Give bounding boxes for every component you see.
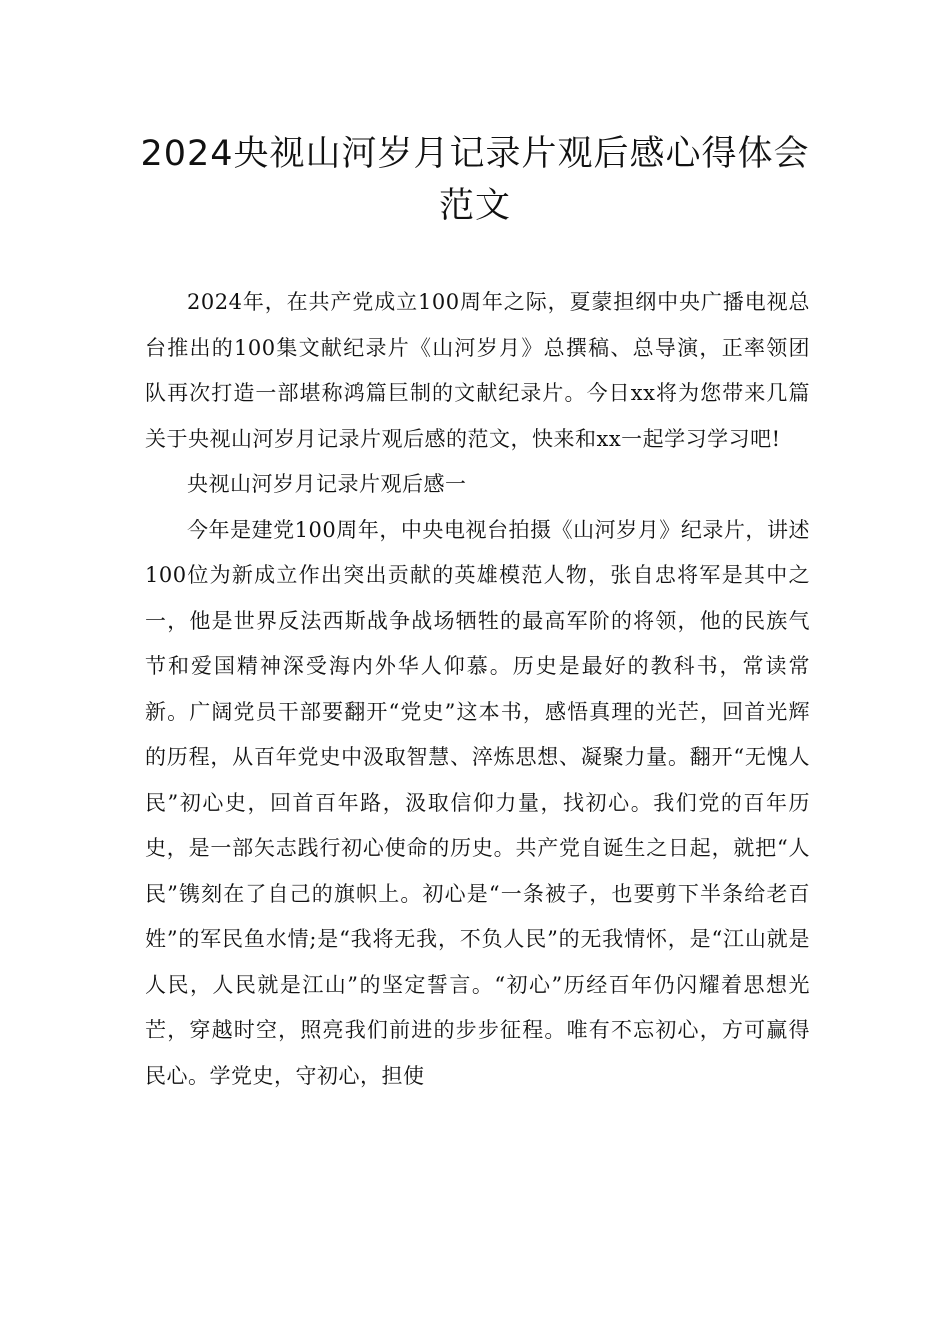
section-heading: 央视山河岁月记录片观后感一: [187, 472, 467, 496]
section-paragraph: 今年是建党100周年，中央电视台拍摄《山河岁月》纪录片，讲述100位为新成立作出突出贡献的英雄模范人物，张自忠将军是其中之一，他是世界反法西斯战争战场牺牲的最高军阶的将领，他的民族气节和爱国精神深受海内外华人仰慕。历史是最好的教科书，常读常新。广阔党员干部要翻开“党史”这本书，感悟真理的光芒，回首光辉的历程，从百年党史中汲取智慧、淬炼思想、凝聚力量。翻开“无愧人民”初心史，回首百年路，汲取信仰力量，找初心。我们党的百年历史，是一部矢志践行初心使命的历史。共产党自诞生之日起，就把“人民”镌刻在了自己的旗帜上。初心是“一条被子，也要剪下半条给老百姓”的军民鱼水情;是“我将无我，不负人民”的无我情怀，是“江山就是人民，人民就是江山”的坚定誓言。“初心”历经百年仍闪耀着思想光芒，穿越时空，照亮我们前进的步步征程。唯有不忘初心，方可赢得民心。学党史，守初心，担使: [145, 517, 810, 1088]
intro-paragraph: 2024年，在共产党成立100周年之际，夏蒙担纲中央广播电视总台推出的100集文献纪录片《山河岁月》总撰稿、总导演，正率领团队再次打造一部堪称鸿篇巨制的文献纪录片。今日xx将为您带来几篇关于央视山河岁月记录片观后感的范文，快来和xx一起学习学习吧!: [145, 290, 810, 451]
document-title: 2024央视山河岁月记录片观后感心得体会范文: [140, 134, 810, 226]
document-body: [145, 280, 810, 1099]
